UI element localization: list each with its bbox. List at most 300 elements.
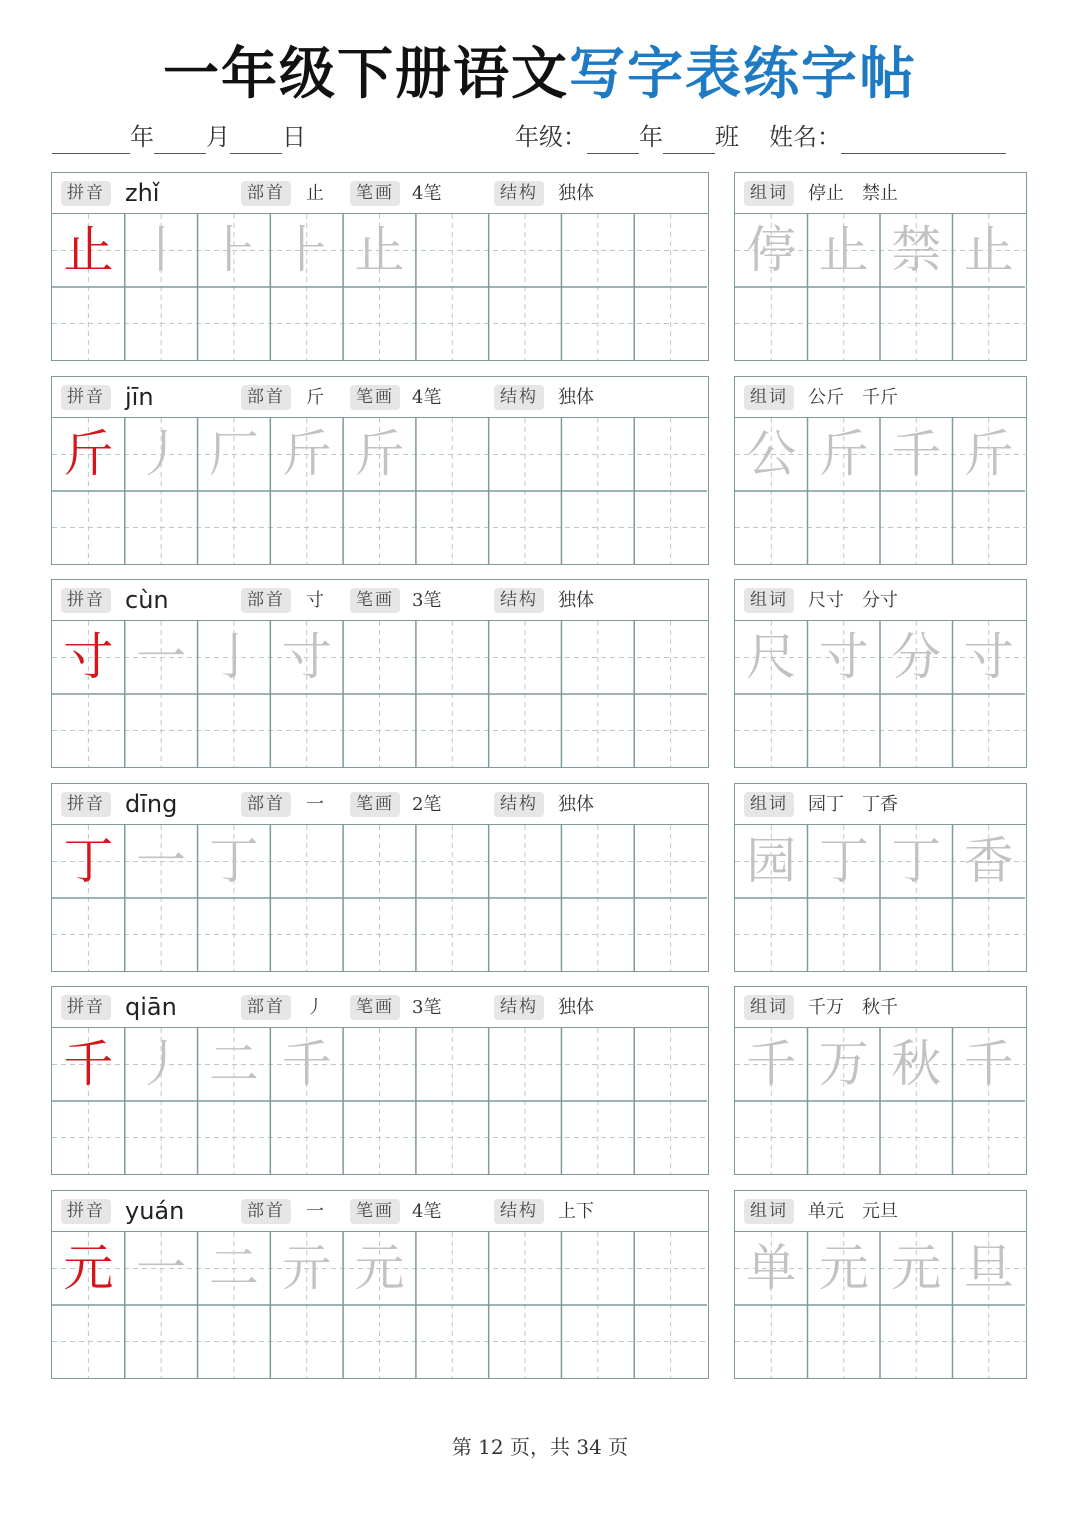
empty-writing-cell[interactable] bbox=[808, 491, 881, 564]
empty-writing-cell[interactable] bbox=[125, 287, 198, 360]
empty-writing-cell[interactable] bbox=[416, 1305, 489, 1378]
writing-cell bbox=[808, 825, 881, 898]
month-suffix: 月 bbox=[206, 123, 230, 151]
radical-label: 部首 bbox=[241, 1199, 291, 1224]
empty-writing-cell[interactable] bbox=[270, 1305, 343, 1378]
year-blank[interactable] bbox=[52, 127, 130, 154]
empty-writing-cell[interactable] bbox=[953, 491, 1026, 564]
radical-label: 部首 bbox=[241, 181, 291, 206]
writing-cell bbox=[953, 418, 1026, 491]
words-value: 园丁 丁香 bbox=[808, 793, 898, 815]
tianzige-grid bbox=[52, 621, 707, 767]
empty-writing-cell[interactable] bbox=[735, 491, 808, 564]
tianzige-grid bbox=[735, 418, 1025, 564]
tianzige-grid bbox=[735, 621, 1025, 767]
strokes-value: 4笔 bbox=[412, 386, 442, 408]
stroke-order-trace: 丿 bbox=[136, 1035, 187, 1094]
empty-writing-cell[interactable] bbox=[270, 898, 343, 971]
character-card bbox=[51, 986, 709, 1175]
writing-cell bbox=[52, 621, 125, 694]
empty-writing-cell[interactable] bbox=[880, 898, 953, 971]
word-trace-character: 尺 bbox=[746, 628, 797, 687]
empty-writing-cell[interactable] bbox=[634, 825, 707, 898]
empty-writing-cell[interactable] bbox=[489, 418, 562, 491]
empty-writing-cell[interactable] bbox=[561, 491, 634, 564]
empty-writing-cell[interactable] bbox=[416, 1101, 489, 1174]
stroke-order-trace: ⺊ bbox=[208, 221, 259, 279]
word-trace-character: 丁 bbox=[818, 831, 869, 890]
word-trace-character: 千 bbox=[746, 1035, 797, 1094]
pinyin-label: 拼音 bbox=[61, 181, 111, 206]
pinyin-value: dīng bbox=[125, 789, 178, 818]
word-trace-character: 旦 bbox=[963, 1239, 1014, 1297]
writing-cell bbox=[735, 1232, 808, 1305]
empty-writing-cell[interactable] bbox=[489, 898, 562, 971]
writing-cell bbox=[52, 1232, 125, 1305]
word-trace-character: 寸 bbox=[818, 628, 869, 687]
empty-writing-cell[interactable] bbox=[489, 621, 562, 694]
tianzige-grid bbox=[735, 214, 1025, 360]
empty-writing-cell[interactable] bbox=[416, 287, 489, 360]
tianzige-grid bbox=[735, 825, 1025, 971]
word-trace-character: 千 bbox=[891, 424, 942, 483]
structure-value: 上下 bbox=[558, 1201, 594, 1222]
empty-writing-cell[interactable] bbox=[735, 898, 808, 971]
strokes-label: 笔画 bbox=[350, 1199, 400, 1224]
empty-writing-cell[interactable] bbox=[953, 287, 1026, 360]
word-card-header bbox=[735, 784, 1026, 825]
empty-writing-cell[interactable] bbox=[953, 898, 1026, 971]
stroke-order-trace: 元 bbox=[354, 1239, 405, 1297]
empty-writing-cell[interactable] bbox=[489, 1028, 562, 1101]
empty-writing-cell[interactable] bbox=[416, 214, 489, 287]
empty-writing-cell[interactable] bbox=[52, 287, 125, 360]
stroke-order-trace: 一 bbox=[136, 628, 187, 687]
tianzige-grid bbox=[735, 1232, 1025, 1378]
month-blank[interactable] bbox=[154, 127, 206, 154]
word-card-header bbox=[735, 1191, 1026, 1232]
pinyin-label: 拼音 bbox=[61, 995, 111, 1020]
empty-writing-cell[interactable] bbox=[198, 1305, 271, 1378]
word-trace-character: 千 bbox=[963, 1035, 1014, 1094]
structure-label: 结构 bbox=[494, 181, 544, 206]
writing-cell bbox=[125, 825, 198, 898]
strokes-value: 2笔 bbox=[412, 793, 442, 815]
stroke-order-trace: ⺊ bbox=[281, 221, 332, 279]
writing-cell bbox=[953, 214, 1026, 287]
writing-cell bbox=[343, 418, 416, 491]
empty-writing-cell[interactable] bbox=[808, 287, 881, 360]
pinyin-label: 拼音 bbox=[61, 1199, 111, 1224]
grade-blank[interactable] bbox=[587, 127, 639, 154]
model-character: 止 bbox=[63, 221, 114, 279]
empty-writing-cell[interactable] bbox=[125, 1101, 198, 1174]
empty-writing-cell[interactable] bbox=[735, 1101, 808, 1174]
empty-writing-cell[interactable] bbox=[416, 1232, 489, 1305]
word-trace-character: 斤 bbox=[818, 424, 869, 483]
empty-writing-cell[interactable] bbox=[270, 287, 343, 360]
student-line bbox=[515, 120, 1006, 154]
empty-writing-cell[interactable] bbox=[634, 898, 707, 971]
writing-cell bbox=[880, 1232, 953, 1305]
stroke-order-trace: 千 bbox=[281, 1035, 332, 1094]
words-label: 组词 bbox=[744, 792, 794, 817]
empty-writing-cell[interactable] bbox=[125, 491, 198, 564]
word-card-header bbox=[735, 987, 1026, 1028]
empty-writing-cell[interactable] bbox=[125, 694, 198, 767]
empty-writing-cell[interactable] bbox=[634, 214, 707, 287]
writing-cell bbox=[808, 418, 881, 491]
stroke-order-trace: 一 bbox=[136, 1239, 187, 1297]
writing-cell bbox=[125, 214, 198, 287]
radical-value: 一 bbox=[306, 1201, 324, 1222]
stroke-order-trace: 亅 bbox=[208, 628, 259, 687]
stroke-order-trace: 丨 bbox=[136, 221, 187, 279]
stroke-order-trace: 二 bbox=[208, 1035, 259, 1094]
radical-value: 斤 bbox=[306, 386, 324, 408]
writing-cell bbox=[125, 1232, 198, 1305]
writing-cell bbox=[880, 418, 953, 491]
empty-writing-cell[interactable] bbox=[52, 491, 125, 564]
word-card bbox=[734, 376, 1027, 565]
structure-label: 结构 bbox=[494, 792, 544, 817]
empty-writing-cell[interactable] bbox=[416, 418, 489, 491]
empty-writing-cell[interactable] bbox=[343, 898, 416, 971]
writing-cell bbox=[808, 1028, 881, 1101]
empty-writing-cell[interactable] bbox=[561, 418, 634, 491]
words-value: 单元 元旦 bbox=[808, 1201, 898, 1222]
empty-writing-cell[interactable] bbox=[198, 1101, 271, 1174]
writing-cell bbox=[198, 214, 271, 287]
empty-writing-cell[interactable] bbox=[416, 898, 489, 971]
word-trace-character: 禁 bbox=[891, 221, 942, 279]
empty-writing-cell[interactable] bbox=[953, 1305, 1026, 1378]
empty-writing-cell[interactable] bbox=[198, 898, 271, 971]
empty-writing-cell[interactable] bbox=[561, 1028, 634, 1101]
stroke-order-trace: 丿 bbox=[136, 424, 187, 483]
strokes-value: 3笔 bbox=[412, 997, 442, 1019]
date-line bbox=[52, 120, 306, 154]
class-label: 班 bbox=[715, 123, 739, 151]
writing-cell bbox=[953, 1232, 1026, 1305]
writing-cell bbox=[125, 1028, 198, 1101]
empty-writing-cell[interactable] bbox=[343, 621, 416, 694]
structure-value: 独体 bbox=[558, 386, 594, 408]
radical-value: 丿 bbox=[306, 997, 324, 1019]
empty-writing-cell[interactable] bbox=[198, 491, 271, 564]
words-value: 停止 禁止 bbox=[808, 183, 898, 204]
writing-cell bbox=[953, 1028, 1026, 1101]
title-accent: 写字表练字帖 bbox=[569, 42, 917, 107]
structure-value: 独体 bbox=[558, 590, 594, 612]
card-header bbox=[52, 784, 708, 825]
card-header bbox=[52, 173, 708, 214]
empty-writing-cell[interactable] bbox=[561, 898, 634, 971]
card-header bbox=[52, 377, 708, 418]
words-label: 组词 bbox=[744, 385, 794, 410]
radical-value: 止 bbox=[306, 183, 324, 204]
empty-writing-cell[interactable] bbox=[489, 694, 562, 767]
tianzige-grid bbox=[52, 1232, 707, 1378]
empty-writing-cell[interactable] bbox=[416, 621, 489, 694]
stroke-order-trace: 斤 bbox=[354, 424, 405, 483]
strokes-label: 笔画 bbox=[350, 792, 400, 817]
pinyin-value: qiān bbox=[125, 993, 177, 1022]
pinyin-value: yuán bbox=[125, 1197, 185, 1225]
empty-writing-cell[interactable] bbox=[125, 1305, 198, 1378]
empty-writing-cell[interactable] bbox=[489, 1101, 562, 1174]
empty-writing-cell[interactable] bbox=[343, 825, 416, 898]
empty-writing-cell[interactable] bbox=[735, 287, 808, 360]
structure-label: 结构 bbox=[494, 995, 544, 1020]
empty-writing-cell[interactable] bbox=[634, 621, 707, 694]
radical-label: 部首 bbox=[241, 995, 291, 1020]
empty-writing-cell[interactable] bbox=[343, 491, 416, 564]
structure-label: 结构 bbox=[494, 588, 544, 613]
empty-writing-cell[interactable] bbox=[808, 694, 881, 767]
radical-label: 部首 bbox=[241, 588, 291, 613]
tianzige-grid bbox=[52, 214, 707, 360]
empty-writing-cell[interactable] bbox=[270, 694, 343, 767]
model-character: 元 bbox=[63, 1239, 114, 1297]
empty-writing-cell[interactable] bbox=[343, 694, 416, 767]
empty-writing-cell[interactable] bbox=[808, 1305, 881, 1378]
empty-writing-cell[interactable] bbox=[808, 898, 881, 971]
empty-writing-cell[interactable] bbox=[561, 1305, 634, 1378]
character-card bbox=[51, 783, 709, 972]
writing-cell bbox=[125, 621, 198, 694]
stroke-order-trace: 斤 bbox=[281, 424, 332, 483]
empty-writing-cell[interactable] bbox=[953, 1101, 1026, 1174]
day-blank[interactable] bbox=[230, 127, 282, 154]
writing-cell bbox=[270, 1028, 343, 1101]
words-label: 组词 bbox=[744, 995, 794, 1020]
empty-writing-cell[interactable] bbox=[416, 825, 489, 898]
radical-value: 一 bbox=[306, 793, 324, 815]
writing-cell bbox=[735, 214, 808, 287]
words-label: 组词 bbox=[744, 588, 794, 613]
pinyin-label: 拼音 bbox=[61, 385, 111, 410]
words-value: 公斤 千斤 bbox=[808, 386, 898, 408]
empty-writing-cell[interactable] bbox=[52, 898, 125, 971]
empty-writing-cell[interactable] bbox=[198, 694, 271, 767]
writing-cell bbox=[198, 1232, 271, 1305]
writing-cell bbox=[270, 1232, 343, 1305]
writing-cell bbox=[735, 825, 808, 898]
strokes-label: 笔画 bbox=[350, 995, 400, 1020]
word-card bbox=[734, 986, 1027, 1175]
empty-writing-cell[interactable] bbox=[343, 1028, 416, 1101]
pinyin-label: 拼音 bbox=[61, 588, 111, 613]
tianzige-grid bbox=[52, 1028, 707, 1174]
writing-cell bbox=[198, 418, 271, 491]
empty-writing-cell[interactable] bbox=[489, 214, 562, 287]
words-label: 组词 bbox=[744, 181, 794, 206]
radical-value: 寸 bbox=[306, 590, 324, 612]
word-card bbox=[734, 172, 1027, 361]
structure-label: 结构 bbox=[494, 385, 544, 410]
writing-cell bbox=[953, 621, 1026, 694]
empty-writing-cell[interactable] bbox=[416, 1028, 489, 1101]
writing-cell bbox=[52, 825, 125, 898]
stroke-order-trace: 亓 bbox=[281, 1239, 332, 1297]
empty-writing-cell[interactable] bbox=[270, 825, 343, 898]
stroke-order-trace: 二 bbox=[208, 1239, 259, 1297]
empty-writing-cell[interactable] bbox=[561, 214, 634, 287]
empty-writing-cell[interactable] bbox=[880, 491, 953, 564]
card-header bbox=[52, 580, 708, 621]
tianzige-grid bbox=[52, 418, 707, 564]
empty-writing-cell[interactable] bbox=[880, 694, 953, 767]
structure-value: 独体 bbox=[558, 183, 594, 204]
model-character: 寸 bbox=[63, 628, 114, 687]
writing-cell bbox=[880, 825, 953, 898]
radical-label: 部首 bbox=[241, 792, 291, 817]
stroke-order-trace: 止 bbox=[354, 221, 405, 279]
character-card bbox=[51, 376, 709, 565]
empty-writing-cell[interactable] bbox=[198, 287, 271, 360]
empty-writing-cell[interactable] bbox=[561, 825, 634, 898]
empty-writing-cell[interactable] bbox=[634, 1232, 707, 1305]
word-card bbox=[734, 1190, 1027, 1379]
empty-writing-cell[interactable] bbox=[125, 898, 198, 971]
writing-cell bbox=[808, 1232, 881, 1305]
empty-writing-cell[interactable] bbox=[343, 1305, 416, 1378]
stroke-order-trace: 厂 bbox=[208, 424, 259, 483]
empty-writing-cell[interactable] bbox=[634, 1305, 707, 1378]
stroke-order-trace: 寸 bbox=[281, 628, 332, 687]
word-trace-character: 停 bbox=[746, 221, 797, 279]
empty-writing-cell[interactable] bbox=[880, 1305, 953, 1378]
title-main: 一年级下册语文 bbox=[163, 42, 569, 107]
writing-cell bbox=[198, 621, 271, 694]
word-card-header bbox=[735, 377, 1026, 418]
model-character: 斤 bbox=[63, 424, 114, 483]
empty-writing-cell[interactable] bbox=[880, 287, 953, 360]
writing-cell bbox=[808, 621, 881, 694]
empty-writing-cell[interactable] bbox=[52, 1305, 125, 1378]
empty-writing-cell[interactable] bbox=[489, 1305, 562, 1378]
word-trace-character: 止 bbox=[963, 221, 1014, 279]
empty-writing-cell[interactable] bbox=[634, 1101, 707, 1174]
empty-writing-cell[interactable] bbox=[634, 694, 707, 767]
strokes-label: 笔画 bbox=[350, 181, 400, 206]
writing-cell bbox=[270, 621, 343, 694]
writing-cell bbox=[198, 1028, 271, 1101]
page-title bbox=[0, 40, 1080, 110]
empty-writing-cell[interactable] bbox=[270, 491, 343, 564]
empty-writing-cell[interactable] bbox=[735, 694, 808, 767]
empty-writing-cell[interactable] bbox=[489, 287, 562, 360]
word-trace-character: 元 bbox=[818, 1239, 869, 1297]
word-card bbox=[734, 579, 1027, 768]
word-trace-character: 斤 bbox=[963, 424, 1014, 483]
pinyin-label: 拼音 bbox=[61, 792, 111, 817]
grade-year-suffix: 年 bbox=[639, 123, 663, 151]
writing-cell bbox=[880, 1028, 953, 1101]
word-card-header bbox=[735, 173, 1026, 214]
word-card-header bbox=[735, 580, 1026, 621]
empty-writing-cell[interactable] bbox=[489, 825, 562, 898]
writing-cell bbox=[735, 621, 808, 694]
empty-writing-cell[interactable] bbox=[416, 694, 489, 767]
writing-cell bbox=[343, 1232, 416, 1305]
empty-writing-cell[interactable] bbox=[634, 418, 707, 491]
model-character: 千 bbox=[63, 1035, 114, 1094]
tianzige-grid bbox=[735, 1028, 1025, 1174]
stroke-order-trace: 丁 bbox=[208, 831, 259, 890]
empty-writing-cell[interactable] bbox=[343, 1101, 416, 1174]
day-suffix: 日 bbox=[282, 123, 306, 151]
class-blank[interactable] bbox=[663, 127, 715, 154]
writing-cell bbox=[52, 1028, 125, 1101]
pinyin-value: jīn bbox=[125, 382, 154, 411]
empty-writing-cell[interactable] bbox=[880, 1101, 953, 1174]
structure-label: 结构 bbox=[494, 1199, 544, 1224]
empty-writing-cell[interactable] bbox=[52, 1101, 125, 1174]
words-value: 尺寸 分寸 bbox=[808, 590, 898, 612]
empty-writing-cell[interactable] bbox=[561, 621, 634, 694]
empty-writing-cell[interactable] bbox=[52, 694, 125, 767]
empty-writing-cell[interactable] bbox=[634, 1028, 707, 1101]
character-card bbox=[51, 1190, 709, 1379]
strokes-label: 笔画 bbox=[350, 385, 400, 410]
strokes-value: 3笔 bbox=[412, 590, 442, 612]
writing-cell bbox=[198, 825, 271, 898]
empty-writing-cell[interactable] bbox=[561, 1232, 634, 1305]
writing-cell bbox=[880, 214, 953, 287]
empty-writing-cell[interactable] bbox=[270, 1101, 343, 1174]
writing-cell bbox=[270, 214, 343, 287]
pinyin-value: cùn bbox=[125, 586, 169, 615]
year-suffix: 年 bbox=[130, 123, 154, 151]
word-trace-character: 公 bbox=[746, 424, 797, 483]
empty-writing-cell[interactable] bbox=[489, 491, 562, 564]
radical-label: 部首 bbox=[241, 385, 291, 410]
writing-cell bbox=[52, 418, 125, 491]
empty-writing-cell[interactable] bbox=[561, 694, 634, 767]
writing-cell bbox=[880, 621, 953, 694]
empty-writing-cell[interactable] bbox=[634, 287, 707, 360]
empty-writing-cell[interactable] bbox=[808, 1101, 881, 1174]
name-blank[interactable] bbox=[841, 127, 1006, 154]
empty-writing-cell[interactable] bbox=[953, 694, 1026, 767]
writing-cell bbox=[125, 418, 198, 491]
words-label: 组词 bbox=[744, 1199, 794, 1224]
writing-cell bbox=[52, 214, 125, 287]
word-trace-character: 秋 bbox=[891, 1035, 942, 1094]
empty-writing-cell[interactable] bbox=[489, 1232, 562, 1305]
empty-writing-cell[interactable] bbox=[634, 491, 707, 564]
strokes-value: 4笔 bbox=[412, 183, 442, 204]
writing-cell bbox=[270, 418, 343, 491]
character-card bbox=[51, 172, 709, 361]
writing-cell bbox=[953, 825, 1026, 898]
word-trace-character: 元 bbox=[891, 1239, 942, 1297]
structure-value: 独体 bbox=[558, 793, 594, 815]
word-trace-character: 单 bbox=[746, 1239, 797, 1297]
card-header bbox=[52, 987, 708, 1028]
empty-writing-cell[interactable] bbox=[343, 287, 416, 360]
pinyin-value: zhǐ bbox=[125, 179, 160, 207]
empty-writing-cell[interactable] bbox=[735, 1305, 808, 1378]
empty-writing-cell[interactable] bbox=[561, 1101, 634, 1174]
empty-writing-cell[interactable] bbox=[561, 287, 634, 360]
character-card bbox=[51, 579, 709, 768]
empty-writing-cell[interactable] bbox=[416, 491, 489, 564]
strokes-value: 4笔 bbox=[412, 1201, 442, 1222]
word-trace-character: 止 bbox=[818, 221, 869, 279]
